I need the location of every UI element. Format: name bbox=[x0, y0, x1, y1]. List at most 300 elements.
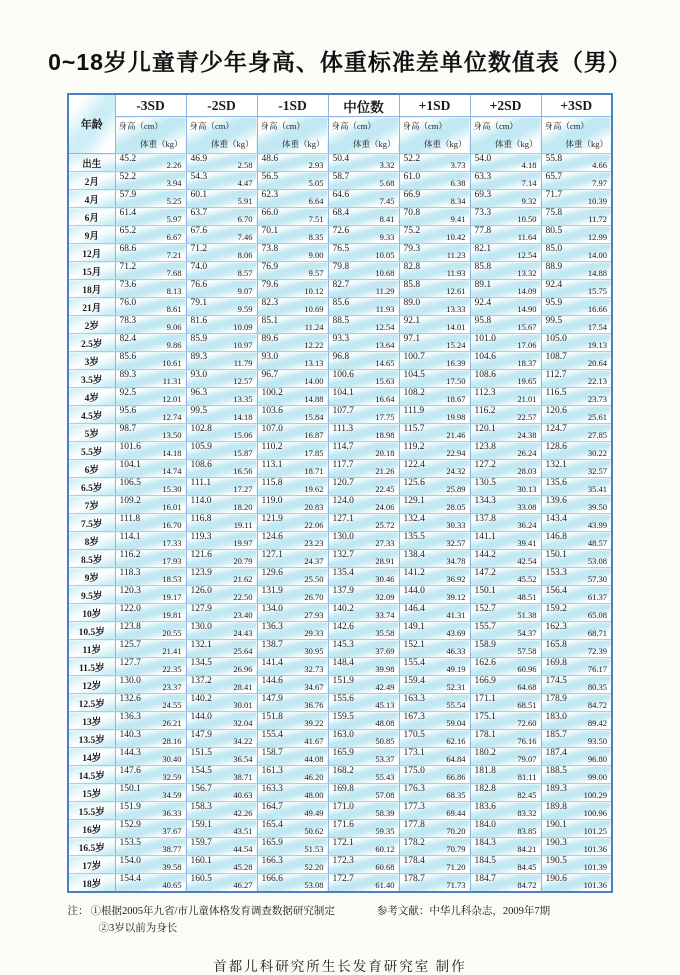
weight-value: 9.33 bbox=[379, 232, 395, 242]
height-value: 104.5 bbox=[403, 370, 425, 380]
height-weight-cell bbox=[257, 208, 328, 226]
weight-value: 17.06 bbox=[517, 340, 537, 350]
weight-value: 10.39 bbox=[587, 196, 607, 206]
weight-value: 12.74 bbox=[162, 412, 182, 422]
height-weight-cell bbox=[257, 838, 328, 856]
height-value: 137.2 bbox=[190, 676, 212, 686]
height-weight-cell bbox=[115, 622, 186, 640]
height-value: 45.2 bbox=[119, 154, 137, 164]
height-weight-cell bbox=[257, 280, 328, 298]
height-weight-cell bbox=[257, 514, 328, 532]
height-weight-cell bbox=[186, 640, 257, 658]
height-value: 92.4 bbox=[474, 298, 492, 308]
height-value: 73.3 bbox=[474, 208, 492, 218]
height-weight-cell bbox=[257, 442, 328, 460]
height-value: 177.3 bbox=[403, 802, 425, 812]
height-weight-cell bbox=[470, 316, 541, 334]
weight-value: 55.43 bbox=[375, 772, 395, 782]
height-value: 144.3 bbox=[119, 748, 141, 758]
height-weight-cell bbox=[541, 766, 612, 784]
weight-value: 19.13 bbox=[587, 340, 607, 350]
weight-value: 21.46 bbox=[446, 430, 466, 440]
height-weight-cell bbox=[115, 730, 186, 748]
height-weight-cell bbox=[470, 388, 541, 406]
height-weight-cell bbox=[115, 604, 186, 622]
weight-value: 14.00 bbox=[587, 250, 607, 260]
height-value: 130.0 bbox=[190, 622, 212, 632]
weight-value: 24.37 bbox=[304, 556, 324, 566]
height-weight-cell bbox=[328, 424, 399, 442]
height-value: 99.5 bbox=[190, 406, 208, 416]
height-value: 96.8 bbox=[332, 352, 350, 362]
height-value: 106.5 bbox=[119, 478, 141, 488]
weight-value: 3.73 bbox=[450, 160, 466, 170]
height-value: 89.3 bbox=[190, 352, 208, 362]
height-weight-cell bbox=[257, 820, 328, 838]
table-row bbox=[68, 172, 612, 190]
footnotes bbox=[68, 903, 613, 937]
weight-value: 81.11 bbox=[517, 772, 537, 782]
height-value: 171.0 bbox=[332, 802, 354, 812]
height-value: 146.8 bbox=[545, 532, 567, 542]
height-value: 119.2 bbox=[403, 442, 425, 452]
height-value: 132.7 bbox=[332, 550, 354, 560]
weight-value: 27.93 bbox=[304, 610, 324, 620]
weight-value: 10.68 bbox=[375, 268, 395, 278]
height-weight-cell bbox=[328, 496, 399, 514]
growth-table bbox=[67, 93, 613, 893]
weight-value: 60.68 bbox=[375, 862, 395, 872]
weight-value: 52.20 bbox=[304, 862, 324, 872]
weight-value: 17.93 bbox=[162, 556, 182, 566]
weight-value: 12.01 bbox=[162, 394, 182, 404]
weight-value: 28.41 bbox=[233, 682, 253, 692]
age-cell: 18岁 bbox=[68, 874, 115, 893]
weight-value: 2.93 bbox=[308, 160, 324, 170]
height-weight-cell bbox=[328, 460, 399, 478]
table-row bbox=[68, 442, 612, 460]
table-row bbox=[68, 262, 612, 280]
weight-value: 10.12 bbox=[304, 286, 324, 296]
age-cell: 2岁 bbox=[68, 316, 115, 334]
height-weight-cell bbox=[328, 298, 399, 316]
weight-value: 14.65 bbox=[375, 358, 395, 368]
weight-value: 11.93 bbox=[446, 268, 466, 278]
footnote-line-2: ②3岁以前为身长 bbox=[98, 923, 178, 934]
height-weight-cell bbox=[399, 694, 470, 712]
weight-value: 4.47 bbox=[237, 178, 253, 188]
table-row bbox=[68, 802, 612, 820]
weight-value: 34.59 bbox=[162, 790, 182, 800]
height-weight-cell bbox=[115, 514, 186, 532]
height-weight-cell bbox=[115, 208, 186, 226]
height-weight-cell bbox=[257, 334, 328, 352]
height-weight-cell bbox=[541, 370, 612, 388]
weight-value: 48.00 bbox=[304, 790, 324, 800]
height-weight-cell bbox=[186, 406, 257, 424]
height-weight-cell bbox=[470, 730, 541, 748]
age-cell: 9岁 bbox=[68, 568, 115, 586]
height-weight-cell bbox=[115, 532, 186, 550]
height-unit-label: 身高（cm） bbox=[331, 121, 376, 131]
weight-value: 84.45 bbox=[517, 862, 537, 872]
height-value: 147.9 bbox=[190, 730, 212, 740]
height-weight-cell bbox=[399, 460, 470, 478]
height-value: 66.9 bbox=[403, 190, 421, 200]
height-value: 153.5 bbox=[119, 838, 141, 848]
height-weight-cell bbox=[186, 478, 257, 496]
weight-value: 8.57 bbox=[237, 268, 253, 278]
height-value: 121.6 bbox=[190, 550, 212, 560]
height-value: 158.7 bbox=[261, 748, 283, 758]
height-value: 158.9 bbox=[474, 640, 496, 650]
height-value: 150.1 bbox=[474, 586, 496, 596]
height-weight-cell bbox=[399, 406, 470, 424]
height-weight-cell bbox=[399, 784, 470, 802]
height-weight-cell bbox=[257, 586, 328, 604]
height-unit-label: 身高（cm） bbox=[544, 121, 589, 131]
table-row bbox=[68, 406, 612, 424]
height-value: 85.0 bbox=[545, 244, 563, 254]
height-weight-cell bbox=[541, 532, 612, 550]
height-weight-cell bbox=[115, 370, 186, 388]
height-value: 141.4 bbox=[261, 658, 283, 668]
weight-value: 22.35 bbox=[162, 664, 182, 674]
height-value: 166.9 bbox=[474, 676, 496, 686]
height-weight-cell bbox=[470, 442, 541, 460]
weight-value: 12.57 bbox=[233, 376, 253, 386]
weight-value: 82.45 bbox=[517, 790, 537, 800]
height-weight-cell bbox=[257, 802, 328, 820]
height-weight-cell bbox=[115, 316, 186, 334]
height-value: 81.6 bbox=[190, 316, 208, 326]
age-cell: 6岁 bbox=[68, 460, 115, 478]
weight-value: 36.33 bbox=[162, 808, 182, 818]
weight-value: 11.64 bbox=[517, 232, 537, 242]
height-value: 155.6 bbox=[332, 694, 354, 704]
weight-value: 34.22 bbox=[233, 736, 253, 746]
height-value: 158.3 bbox=[190, 802, 212, 812]
weight-value: 72.39 bbox=[587, 646, 607, 656]
age-cell: 出生 bbox=[68, 154, 115, 172]
height-weight-cell bbox=[399, 334, 470, 352]
weight-value: 24.38 bbox=[517, 430, 537, 440]
weight-unit-label: 体重（kg） bbox=[494, 139, 538, 149]
height-weight-cell bbox=[541, 262, 612, 280]
weight-value: 40.63 bbox=[233, 790, 253, 800]
height-weight-cell bbox=[115, 478, 186, 496]
height-weight-cell bbox=[399, 514, 470, 532]
height-unit-label: 身高（cm） bbox=[473, 121, 518, 131]
height-value: 107.0 bbox=[261, 424, 283, 434]
weight-value: 12.54 bbox=[375, 322, 395, 332]
height-value: 152.1 bbox=[403, 640, 425, 650]
height-value: 184.5 bbox=[474, 856, 496, 866]
age-cell: 12月 bbox=[68, 244, 115, 262]
height-value: 141.2 bbox=[403, 568, 425, 578]
height-value: 114.1 bbox=[119, 532, 141, 542]
height-value: 166.6 bbox=[261, 874, 283, 884]
height-weight-cell bbox=[470, 298, 541, 316]
weight-value: 101.36 bbox=[583, 844, 607, 854]
table-row bbox=[68, 370, 612, 388]
height-value: 148.4 bbox=[332, 658, 354, 668]
height-value: 123.8 bbox=[474, 442, 496, 452]
height-weight-cell bbox=[399, 856, 470, 874]
height-weight-cell bbox=[541, 190, 612, 208]
height-value: 88.9 bbox=[545, 262, 563, 272]
height-value: 127.2 bbox=[474, 460, 496, 470]
height-weight-cell bbox=[186, 676, 257, 694]
height-value: 66.0 bbox=[261, 208, 279, 218]
height-weight-cell bbox=[541, 442, 612, 460]
height-value: 54.0 bbox=[474, 154, 492, 164]
weight-value: 2.58 bbox=[237, 160, 253, 170]
height-weight-cell bbox=[257, 460, 328, 478]
height-value: 100.6 bbox=[332, 370, 354, 380]
weight-value: 14.09 bbox=[517, 286, 537, 296]
weight-value: 68.71 bbox=[587, 628, 607, 638]
age-cell: 3.5岁 bbox=[68, 370, 115, 388]
table-row bbox=[68, 766, 612, 784]
weight-value: 38.71 bbox=[233, 772, 253, 782]
weight-value: 99.00 bbox=[587, 772, 607, 782]
height-weight-cell bbox=[186, 568, 257, 586]
weight-value: 36.92 bbox=[446, 574, 466, 584]
height-value: 151.5 bbox=[190, 748, 212, 758]
height-value: 100.7 bbox=[403, 352, 425, 362]
height-weight-cell bbox=[470, 172, 541, 190]
height-weight-cell bbox=[186, 460, 257, 478]
weight-unit-label: 体重（kg） bbox=[281, 139, 325, 149]
weight-value: 16.66 bbox=[587, 304, 607, 314]
weight-value: 22.06 bbox=[304, 520, 324, 530]
height-unit-label: 身高（cm） bbox=[402, 121, 447, 131]
weight-value: 60.96 bbox=[517, 664, 537, 674]
weight-value: 93.50 bbox=[587, 736, 607, 746]
weight-value: 14.90 bbox=[517, 304, 537, 314]
weight-value: 18.20 bbox=[233, 502, 253, 512]
height-weight-cell bbox=[115, 838, 186, 856]
age-cell: 5岁 bbox=[68, 424, 115, 442]
height-value: 79.6 bbox=[261, 280, 279, 290]
height-weight-cell bbox=[541, 676, 612, 694]
weight-value: 7.45 bbox=[379, 196, 395, 206]
weight-value: 16.64 bbox=[375, 394, 395, 404]
height-value: 150.1 bbox=[545, 550, 567, 560]
table-row bbox=[68, 478, 612, 496]
height-weight-cell bbox=[186, 730, 257, 748]
weight-value: 45.52 bbox=[517, 574, 537, 584]
height-value: 151.8 bbox=[261, 712, 283, 722]
height-value: 183.6 bbox=[474, 802, 496, 812]
height-value: 93.0 bbox=[190, 370, 208, 380]
height-weight-cell bbox=[257, 496, 328, 514]
height-value: 104.1 bbox=[332, 388, 354, 398]
height-value: 176.3 bbox=[403, 784, 425, 794]
height-weight-cell bbox=[470, 208, 541, 226]
height-weight-cell bbox=[257, 604, 328, 622]
table-row bbox=[68, 820, 612, 838]
height-value: 149.1 bbox=[403, 622, 425, 632]
height-value: 129.6 bbox=[261, 568, 283, 578]
age-cell: 18月 bbox=[68, 280, 115, 298]
height-weight-cell bbox=[115, 874, 186, 893]
height-value: 76.0 bbox=[119, 298, 137, 308]
weight-value: 46.27 bbox=[233, 880, 253, 890]
height-weight-cell bbox=[328, 262, 399, 280]
height-weight-cell bbox=[186, 694, 257, 712]
weight-value: 43.99 bbox=[587, 520, 607, 530]
height-weight-cell bbox=[115, 820, 186, 838]
height-value: 62.3 bbox=[261, 190, 279, 200]
height-value: 85.8 bbox=[474, 262, 492, 272]
age-cell: 7岁 bbox=[68, 496, 115, 514]
height-value: 174.5 bbox=[545, 676, 567, 686]
height-weight-cell bbox=[328, 388, 399, 406]
weight-value: 8.34 bbox=[450, 196, 466, 206]
height-value: 151.9 bbox=[119, 802, 141, 812]
weight-value: 69.44 bbox=[446, 808, 466, 818]
height-value: 147.9 bbox=[261, 694, 283, 704]
weight-value: 28.91 bbox=[375, 556, 395, 566]
table-row bbox=[68, 388, 612, 406]
weight-value: 39.22 bbox=[304, 718, 324, 728]
height-value: 172.7 bbox=[332, 874, 354, 884]
weight-value: 9.32 bbox=[521, 196, 537, 206]
weight-value: 26.96 bbox=[233, 664, 253, 674]
height-value: 98.7 bbox=[119, 424, 137, 434]
height-value: 69.3 bbox=[474, 190, 492, 200]
height-weight-cell bbox=[186, 208, 257, 226]
height-weight-cell bbox=[186, 766, 257, 784]
height-value: 170.5 bbox=[403, 730, 425, 740]
height-value: 95.9 bbox=[545, 298, 563, 308]
height-unit-label: 身高（cm） bbox=[260, 121, 305, 131]
weight-value: 10.69 bbox=[304, 304, 324, 314]
weight-value: 42.26 bbox=[233, 808, 253, 818]
height-value: 92.4 bbox=[545, 280, 563, 290]
weight-value: 6.70 bbox=[237, 214, 253, 224]
weight-value: 50.85 bbox=[375, 736, 395, 746]
weight-value: 23.73 bbox=[587, 394, 607, 404]
height-weight-cell bbox=[328, 712, 399, 730]
height-weight-cell bbox=[186, 172, 257, 190]
weight-unit-label: 体重（kg） bbox=[210, 139, 254, 149]
height-weight-cell bbox=[115, 802, 186, 820]
weight-value: 8.13 bbox=[166, 286, 182, 296]
height-value: 162.6 bbox=[474, 658, 496, 668]
height-weight-cell bbox=[257, 370, 328, 388]
weight-value: 76.16 bbox=[517, 736, 537, 746]
height-weight-cell bbox=[541, 406, 612, 424]
height-weight-cell bbox=[399, 586, 470, 604]
height-weight-cell bbox=[328, 478, 399, 496]
age-cell: 8.5岁 bbox=[68, 550, 115, 568]
weight-value: 65.08 bbox=[587, 610, 607, 620]
weight-value: 34.67 bbox=[304, 682, 324, 692]
height-value: 159.4 bbox=[403, 676, 425, 686]
height-unit-label: 身高（cm） bbox=[189, 121, 234, 131]
height-value: 160.5 bbox=[190, 874, 212, 884]
height-weight-cell bbox=[115, 586, 186, 604]
weight-value: 101.25 bbox=[583, 826, 607, 836]
weight-value: 52.31 bbox=[446, 682, 466, 692]
height-weight-cell bbox=[470, 568, 541, 586]
height-weight-cell bbox=[399, 262, 470, 280]
height-weight-cell bbox=[399, 208, 470, 226]
height-value: 134.3 bbox=[474, 496, 496, 506]
height-value: 181.8 bbox=[474, 766, 496, 776]
height-weight-cell bbox=[115, 640, 186, 658]
weight-value: 30.33 bbox=[446, 520, 466, 530]
height-value: 67.6 bbox=[190, 226, 208, 236]
weight-value: 21.62 bbox=[233, 574, 253, 584]
height-weight-cell bbox=[470, 766, 541, 784]
height-value: 147.6 bbox=[119, 766, 141, 776]
weight-value: 41.67 bbox=[304, 736, 324, 746]
height-value: 78.3 bbox=[119, 316, 137, 326]
height-weight-cell bbox=[328, 550, 399, 568]
height-weight-cell bbox=[399, 370, 470, 388]
weight-value: 55.54 bbox=[446, 700, 466, 710]
weight-value: 14.18 bbox=[162, 448, 182, 458]
height-weight-cell bbox=[257, 856, 328, 874]
weight-value: 19.97 bbox=[233, 538, 253, 548]
height-weight-cell bbox=[399, 442, 470, 460]
weight-value: 59.04 bbox=[446, 718, 466, 728]
age-cell: 16岁 bbox=[68, 820, 115, 838]
weight-value: 80.35 bbox=[587, 682, 607, 692]
height-value: 159.2 bbox=[545, 604, 567, 614]
height-weight-cell bbox=[257, 748, 328, 766]
sd-header-plus3: +3SD bbox=[541, 94, 612, 117]
weight-value: 53.37 bbox=[375, 754, 395, 764]
height-weight-cell bbox=[186, 820, 257, 838]
height-value: 93.3 bbox=[332, 334, 350, 344]
weight-value: 46.20 bbox=[304, 772, 324, 782]
height-weight-cell bbox=[328, 244, 399, 262]
height-value: 76.6 bbox=[190, 280, 208, 290]
weight-value: 28.05 bbox=[446, 502, 466, 512]
weight-value: 44.08 bbox=[304, 754, 324, 764]
height-value: 154.5 bbox=[190, 766, 212, 776]
height-weight-cell bbox=[470, 640, 541, 658]
height-weight-cell bbox=[257, 388, 328, 406]
age-cell: 4月 bbox=[68, 190, 115, 208]
weight-value: 15.67 bbox=[517, 322, 537, 332]
weight-value: 100.29 bbox=[583, 790, 607, 800]
age-cell: 14岁 bbox=[68, 748, 115, 766]
weight-value: 15.24 bbox=[446, 340, 466, 350]
height-weight-cell bbox=[257, 568, 328, 586]
age-cell: 8岁 bbox=[68, 532, 115, 550]
weight-value: 15.63 bbox=[375, 376, 395, 386]
height-weight-cell bbox=[186, 874, 257, 893]
height-weight-cell bbox=[328, 856, 399, 874]
height-value: 127.7 bbox=[119, 658, 141, 668]
age-cell: 17岁 bbox=[68, 856, 115, 874]
height-value: 178.9 bbox=[545, 694, 567, 704]
height-weight-cell bbox=[186, 298, 257, 316]
weight-value: 49.19 bbox=[446, 664, 466, 674]
height-weight-cell bbox=[541, 496, 612, 514]
height-value: 77.8 bbox=[474, 226, 492, 236]
height-value: 70.1 bbox=[261, 226, 279, 236]
height-value: 82.7 bbox=[332, 280, 350, 290]
height-weight-cell bbox=[470, 622, 541, 640]
age-cell: 2.5岁 bbox=[68, 334, 115, 352]
